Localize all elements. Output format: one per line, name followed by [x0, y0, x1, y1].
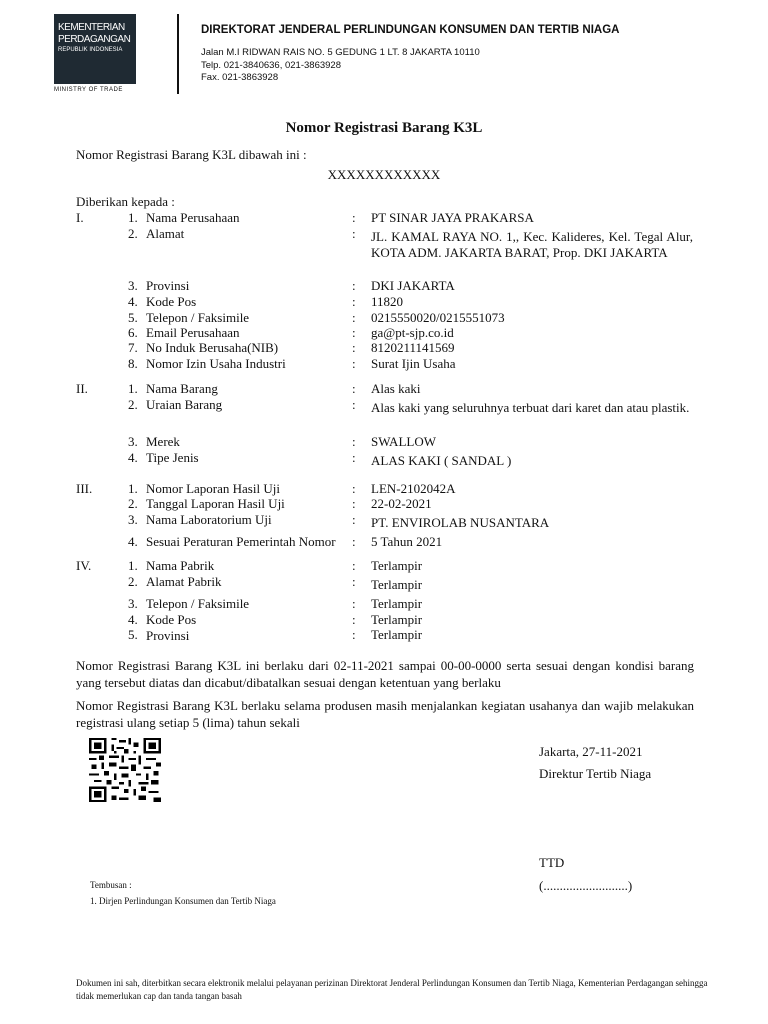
field-label: Nama Barang — [146, 381, 218, 396]
signature-title: Direktur Tertib Niaga — [539, 766, 652, 781]
validity-paragraph: Nomor Registrasi Barang K3L ini berlaku dari 02-11-2021 sampai 00-00-0000 serta sesuai dengan kondisi barang yang tersebut diatas dan dicabut/dibatalkan sesuai dengan ketentuan yang berlaku — [76, 658, 694, 690]
organization-address: Jalan M.I RIDWAN RAIS NO. 5 GEDUNG 1 LT. 8 JAKARTA 10110 — [201, 47, 480, 58]
field-label: Telepon / Faksimile — [146, 310, 250, 325]
organization-name: DIREKTORAT JENDERAL PERLINDUNGAN KONSUMEN DAN TERTIB NIAGA — [201, 24, 620, 36]
field-label: Sesuai Peraturan Pemerintah Nomor — [146, 534, 336, 549]
field-label: Tanggal Laporan Hasil Uji — [146, 496, 285, 511]
signature-place-date: Jakarta, 27-11-2021 — [539, 744, 643, 759]
field-value: Alas kaki — [371, 381, 421, 396]
logo-subtitle: MINISTRY OF TRADE — [54, 87, 123, 93]
section-roman: IV. — [76, 558, 92, 573]
section-roman: III. — [76, 481, 93, 496]
field-value: ALAS KAKI ( SANDAL ) — [371, 453, 512, 468]
field-value: JL. KAMAL RAYA NO. 1,, Kec. Kalideres, Kel. Tegal Alur, KOTA ADM. JAKARTA BARAT, Prop. DKI JAKARTA — [371, 229, 693, 260]
organization-phone: Telp. 021-3840636, 021-3863928 — [201, 60, 341, 71]
field-value: Terlampir — [371, 596, 423, 611]
field-colon: : — [352, 512, 356, 527]
intro-text: Nomor Registrasi Barang K3L dibawah ini : — [76, 147, 307, 162]
field-value: 11820 — [371, 294, 404, 309]
field-value: PT. ENVIROLAB NUSANTARA — [371, 515, 550, 530]
header-divider — [177, 14, 179, 94]
field-colon: : — [352, 397, 356, 412]
field-label: Nama Perusahaan — [146, 210, 240, 225]
row-number: 1. — [128, 210, 138, 225]
field-label: Kode Pos — [146, 294, 197, 309]
field-label: Telepon / Faksimile — [146, 596, 250, 611]
row-number: 2. — [128, 574, 138, 589]
row-number: 4. — [128, 450, 138, 465]
row-number: 5. — [128, 627, 138, 642]
field-value: PT SINAR JAYA PRAKARSA — [371, 210, 534, 225]
field-label: Uraian Barang — [146, 397, 223, 412]
field-label: Alamat Pabrik — [146, 574, 222, 589]
given-to-label: Diberikan kepada : — [76, 194, 175, 209]
field-colon: : — [352, 534, 356, 549]
field-value: SWALLOW — [371, 434, 436, 449]
row-number: 6. — [128, 325, 138, 340]
field-label: Kode Pos — [146, 612, 197, 627]
field-value: Terlampir — [371, 627, 423, 642]
logo-text-line1: KEMENTERIAN — [58, 22, 125, 33]
field-value: Surat Ijin Usaha — [371, 356, 456, 371]
field-colon: : — [352, 310, 356, 325]
row-number: 2. — [128, 397, 138, 412]
field-value: Terlampir — [371, 612, 423, 627]
field-value: 0215550020/0215551073 — [371, 310, 505, 325]
cc-item: 1. Dirjen Perlindungan Konsumen dan Tertib Niaga — [90, 896, 276, 906]
field-colon: : — [352, 325, 356, 340]
field-label: Provinsi — [146, 278, 190, 293]
footer-note: Dokumen ini sah, diterbitkan secara elektronik melalui pelayanan perizinan Direktorat Jenderal Perlindungan Konsumen dan Tertib Niaga, Kementerian Perdagangan sehingga tidak memerlukan cap dan tanda tangan basah — [76, 978, 708, 1001]
field-value: 5 Tahun 2021 — [371, 534, 443, 549]
signature-ttd: TTD — [539, 855, 565, 870]
logo-text-line3: REPUBLIK INDONESIA — [58, 47, 123, 53]
row-number: 7. — [128, 340, 138, 355]
field-label: Nama Laboratorium Uji — [146, 512, 272, 527]
field-colon: : — [352, 381, 356, 396]
qr-code-icon — [89, 738, 161, 802]
section-roman: I. — [76, 210, 84, 225]
reregistration-paragraph: Nomor Registrasi Barang K3L berlaku selama produsen masih menjalankan kegiatan usahanya dan wajib melakukan registrasi ulang setiap 5 (lima) tahun sekali — [76, 698, 694, 730]
field-colon: : — [352, 481, 356, 496]
row-number: 1. — [128, 558, 138, 573]
cc-label: Tembusan : — [90, 880, 132, 890]
field-value: DKI JAKARTA — [371, 278, 455, 293]
field-colon: : — [352, 356, 356, 371]
row-number: 8. — [128, 356, 138, 371]
row-number: 2. — [128, 226, 138, 241]
field-colon: : — [352, 278, 356, 293]
field-colon: : — [352, 340, 356, 355]
field-label: Email Perusahaan — [146, 325, 240, 340]
field-label: Nomor Laporan Hasil Uji — [146, 481, 280, 496]
field-colon: : — [352, 612, 356, 627]
field-label: Provinsi — [146, 628, 190, 643]
field-label: Nama Pabrik — [146, 558, 215, 573]
row-number: 3. — [128, 596, 138, 611]
field-colon: : — [352, 596, 356, 611]
field-label: Nomor Izin Usaha Industri — [146, 356, 286, 371]
row-number: 4. — [128, 612, 138, 627]
field-colon: : — [352, 496, 356, 511]
row-number: 3. — [128, 512, 138, 527]
logo-text-line2: PERDAGANGAN — [58, 34, 131, 45]
field-value: Terlampir — [371, 577, 423, 592]
field-label: Merek — [146, 434, 180, 449]
field-value: Terlampir — [371, 558, 423, 573]
row-number: 1. — [128, 381, 138, 396]
field-colon: : — [352, 450, 356, 465]
field-value: LEN-2102042A — [371, 481, 456, 496]
field-colon: : — [352, 434, 356, 449]
row-number: 3. — [128, 434, 138, 449]
row-number: 3. — [128, 278, 138, 293]
field-colon: : — [352, 294, 356, 309]
document-title: Nomor Registrasi Barang K3L — [285, 120, 483, 136]
row-number: 4. — [128, 294, 138, 309]
signature-name: (..........................) — [539, 878, 633, 893]
field-colon: : — [352, 558, 356, 573]
row-number: 4. — [128, 534, 138, 549]
field-label: Tipe Jenis — [146, 450, 199, 465]
field-value: Alas kaki yang seluruhnya terbuat dari karet dan atau plastik. — [371, 400, 690, 415]
field-colon: : — [352, 574, 356, 589]
row-number: 2. — [128, 496, 138, 511]
row-number: 5. — [128, 310, 138, 325]
field-colon: : — [352, 226, 356, 241]
field-label: No Induk Berusaha(NIB) — [146, 340, 279, 355]
field-colon: : — [352, 210, 356, 225]
field-value: 22-02-2021 — [371, 496, 432, 511]
field-value: ga@pt-sjp.co.id — [371, 325, 454, 340]
section-roman: II. — [76, 381, 88, 396]
row-number: 1. — [128, 481, 138, 496]
field-label: Alamat — [146, 226, 185, 241]
registration-number: XXXXXXXXXXXX — [327, 167, 441, 182]
field-colon: : — [352, 627, 356, 642]
field-value: 8120211141569 — [371, 340, 455, 355]
organization-fax: Fax. 021-3863928 — [201, 72, 279, 83]
ministry-logo — [54, 14, 136, 84]
